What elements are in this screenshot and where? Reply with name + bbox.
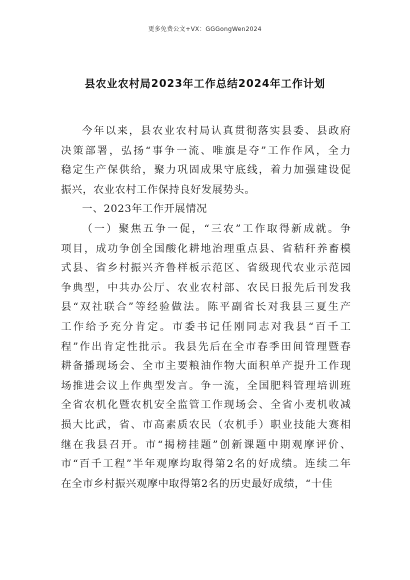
document-title: 县农业农村局2023年工作总结2024年工作计划 xyxy=(84,78,326,90)
text-line: 损大比武，省、市高素质农民（农机手）职业技能大赛相 xyxy=(61,418,351,431)
text-line: 稳定生产保供给，聚力巩固成果守底线，着力加强建设促 xyxy=(61,164,351,177)
text-line: 市“百千工程”半年观摩均取得第2名的好成绩。连续二年 xyxy=(61,458,351,471)
paragraph-intro xyxy=(61,122,351,200)
text-line: 振兴，农业农村工作保持良好发展势头。 xyxy=(61,183,256,196)
text-line: 决策部署，弘扬“事争一流、唯旗是夺”工作作风，全力 xyxy=(61,144,351,157)
text-line: 程”作出肯定性批示。我县先后在全市春季田间管理暨春 xyxy=(61,340,351,353)
text-line: 继在我县召开。市“揭榜挂题”创新课题中期观摩评价、 xyxy=(61,438,351,451)
document-body xyxy=(61,122,351,494)
text-line: 耕备播现场会、全市主要粮油作物大面积单产提升工作现 xyxy=(61,360,351,373)
paragraph-section-1 xyxy=(61,200,351,220)
text-line: （一）聚焦五争一促，“三农”工作取得新成就。争 xyxy=(82,222,351,235)
text-line: 县“双社联合”等经验做法。陈平副省长对我县三夏生产 xyxy=(61,301,351,314)
text-line: 全省农机化暨农机安全监管工作现场会、全省小麦机收减 xyxy=(61,399,351,412)
text-line: 工作给予充分肯定。市委书记任刚同志对我县“百千工 xyxy=(61,320,351,333)
paragraph-sub-1 xyxy=(61,220,351,494)
text-line: 场推进会议上作典型发言。争一流，全国肥料管理培训班 xyxy=(61,379,351,392)
text-line: 今年以来，县农业农村局认真贯彻落实县委、县政府 xyxy=(82,125,351,137)
text-line: 在全市乡村振兴观摩中取得第2名的历史最好成绩，“十佳 xyxy=(61,477,333,490)
header-note: 更多免费公文+VX：GGGongWen2024 xyxy=(148,26,262,33)
text-line: 争典型，中共办公厅、农业农村部、农民日报先后刊发我 xyxy=(61,281,351,294)
text-line: 项目，成功争创全国酸化耕地治理重点县、省秸秆养畜模 xyxy=(61,242,351,255)
text-line: 式县、省乡村振兴齐鲁样板示范区、省级现代农业示范园 xyxy=(61,262,351,275)
text-line: 一、2023年工作开展情况 xyxy=(82,203,208,216)
